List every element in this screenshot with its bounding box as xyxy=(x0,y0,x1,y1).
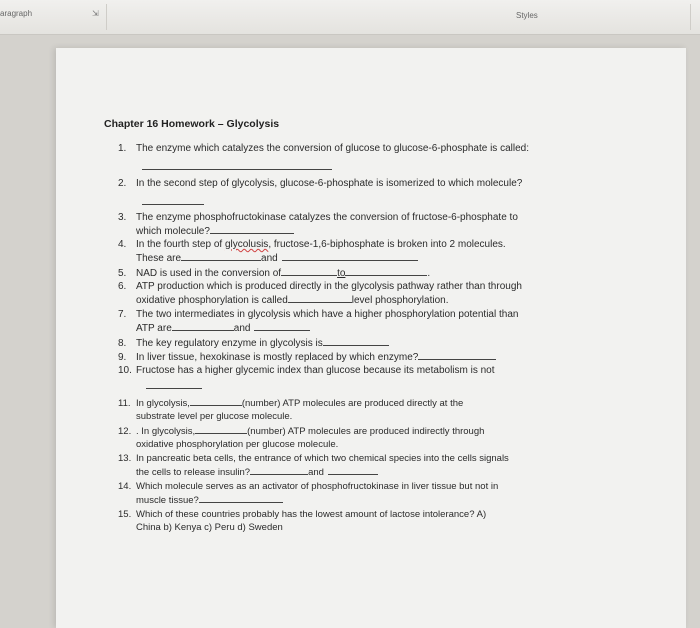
question-13 xyxy=(118,452,509,479)
question-text: , fructose-1,6-biphosphate is broken into 2 molecules. xyxy=(268,239,506,250)
question-11 xyxy=(118,396,463,423)
misspelled-word[interactable]: glycolusis xyxy=(224,239,269,250)
answer-blank xyxy=(345,266,427,276)
question-3 xyxy=(118,211,518,238)
answer-blank xyxy=(282,251,418,261)
question-text: The two intermediates in glycolysis which have a higher phosphorylation potential than xyxy=(136,309,519,320)
answer-blank xyxy=(250,465,308,475)
answer-blank xyxy=(172,321,234,331)
question-text: The enzyme phosphofructokinase catalyzes the conversion of fructose-6-phosphate to xyxy=(136,212,518,223)
answer-blank xyxy=(328,465,378,475)
paragraph-dialog-launcher-icon[interactable]: ⇲ xyxy=(92,9,99,18)
document-page[interactable] xyxy=(56,48,686,628)
question-number: 13. xyxy=(118,453,132,464)
styles-group-label: Styles xyxy=(516,11,538,20)
question-5 xyxy=(118,266,430,280)
question-number: 8. xyxy=(118,338,127,349)
question-text: the cells to release insulin? xyxy=(136,467,251,478)
question-number: 5. xyxy=(118,268,127,279)
question-number: 6. xyxy=(118,281,127,292)
question-text: (number) ATP molecules are produced indirectly through xyxy=(247,426,485,437)
question-number: 12. xyxy=(118,426,132,437)
answer-blank xyxy=(254,321,310,331)
question-text: ATP production which is produced directly in the glycolysis pathway rather than through xyxy=(136,281,522,292)
question-text: The enzyme which catalyzes the conversion of glucose to glucose-6-phosphate is called: xyxy=(136,143,529,154)
question-number: 9. xyxy=(118,352,127,363)
answer-blank xyxy=(199,493,283,503)
question-text: In glycolysis, xyxy=(136,398,190,409)
question-1 xyxy=(118,142,529,155)
answer-blank xyxy=(190,396,242,406)
question-text: NAD is used in the conversion of xyxy=(136,268,282,279)
question-12 xyxy=(118,424,484,451)
question-text: level phosphorylation. xyxy=(351,295,449,306)
question-text: oxidative phosphorylation per glucose molecule. xyxy=(136,439,339,450)
answer-choices: China b) Kenya c) Peru d) Sweden xyxy=(136,522,283,533)
ribbon-divider xyxy=(690,4,691,30)
question-number: 3. xyxy=(118,212,127,223)
ribbon xyxy=(0,0,700,35)
question-text: In pancreatic beta cells, the entrance of which two chemical species into the cells signals xyxy=(136,453,509,464)
question-15 xyxy=(118,508,486,534)
question-text: The key regulatory enzyme in glycolysis is xyxy=(136,338,323,349)
question-7 xyxy=(118,308,518,335)
question-text: which molecule? xyxy=(136,226,210,237)
question-9 xyxy=(118,350,496,364)
answer-blank xyxy=(323,336,389,346)
question-4 xyxy=(118,238,506,265)
question-text: and xyxy=(261,253,278,264)
question-6 xyxy=(118,280,522,307)
question-text: . In glycolysis, xyxy=(136,426,196,437)
question-10 xyxy=(118,364,495,377)
question-number: 14. xyxy=(118,481,132,492)
question-number: 7. xyxy=(118,309,127,320)
question-number: 4. xyxy=(118,239,127,250)
question-8 xyxy=(118,336,389,350)
question-text: . xyxy=(427,268,431,279)
question-number: 1. xyxy=(118,143,127,154)
question-14 xyxy=(118,480,498,507)
document-title: Chapter 16 Homework – Glycolysis xyxy=(104,118,280,130)
question-text: and xyxy=(308,467,324,478)
answer-blank xyxy=(288,293,352,303)
answer-blank xyxy=(195,424,247,434)
question-text: and xyxy=(233,323,251,334)
answer-blank xyxy=(142,169,332,170)
answer-blank xyxy=(181,251,261,261)
question-text: In the fourth step of xyxy=(136,239,225,250)
question-number: 11. xyxy=(118,398,131,409)
answer-blank xyxy=(210,224,294,234)
ribbon-divider xyxy=(106,4,107,30)
question-number: 15. xyxy=(118,509,132,520)
question-number: 2. xyxy=(118,178,127,189)
paragraph-group-label: aragraph xyxy=(0,9,33,18)
answer-blank xyxy=(142,204,204,205)
answer-blank xyxy=(418,350,496,360)
question-text: to xyxy=(337,268,346,279)
question-text: substrate level per glucose molecule. xyxy=(136,411,293,422)
answer-blank xyxy=(146,388,202,389)
question-number: 10. xyxy=(118,365,132,376)
question-text: muscle tissue? xyxy=(136,495,199,506)
question-text: (number) ATP molecules are produced directly at the xyxy=(241,398,464,409)
question-text: Which molecule serves as an activator of phosphofructokinase in liver tissue but not in xyxy=(136,481,499,492)
question-text: Fructose has a higher glycemic index than glucose because its metabolism is not xyxy=(136,365,495,376)
question-text: These are xyxy=(136,253,182,264)
question-2 xyxy=(118,177,522,190)
answer-blank xyxy=(281,266,337,276)
question-text: In the second step of glycolysis, glucose-6-phosphate is isomerized to which molecule? xyxy=(136,178,523,189)
question-text: ATP are xyxy=(136,323,172,334)
question-text: Which of these countries probably has the lowest amount of lactose intolerance? A) xyxy=(136,509,487,520)
question-text: oxidative phosphorylation is called xyxy=(136,295,288,306)
question-text: In liver tissue, hexokinase is mostly replaced by which enzyme? xyxy=(136,352,419,363)
